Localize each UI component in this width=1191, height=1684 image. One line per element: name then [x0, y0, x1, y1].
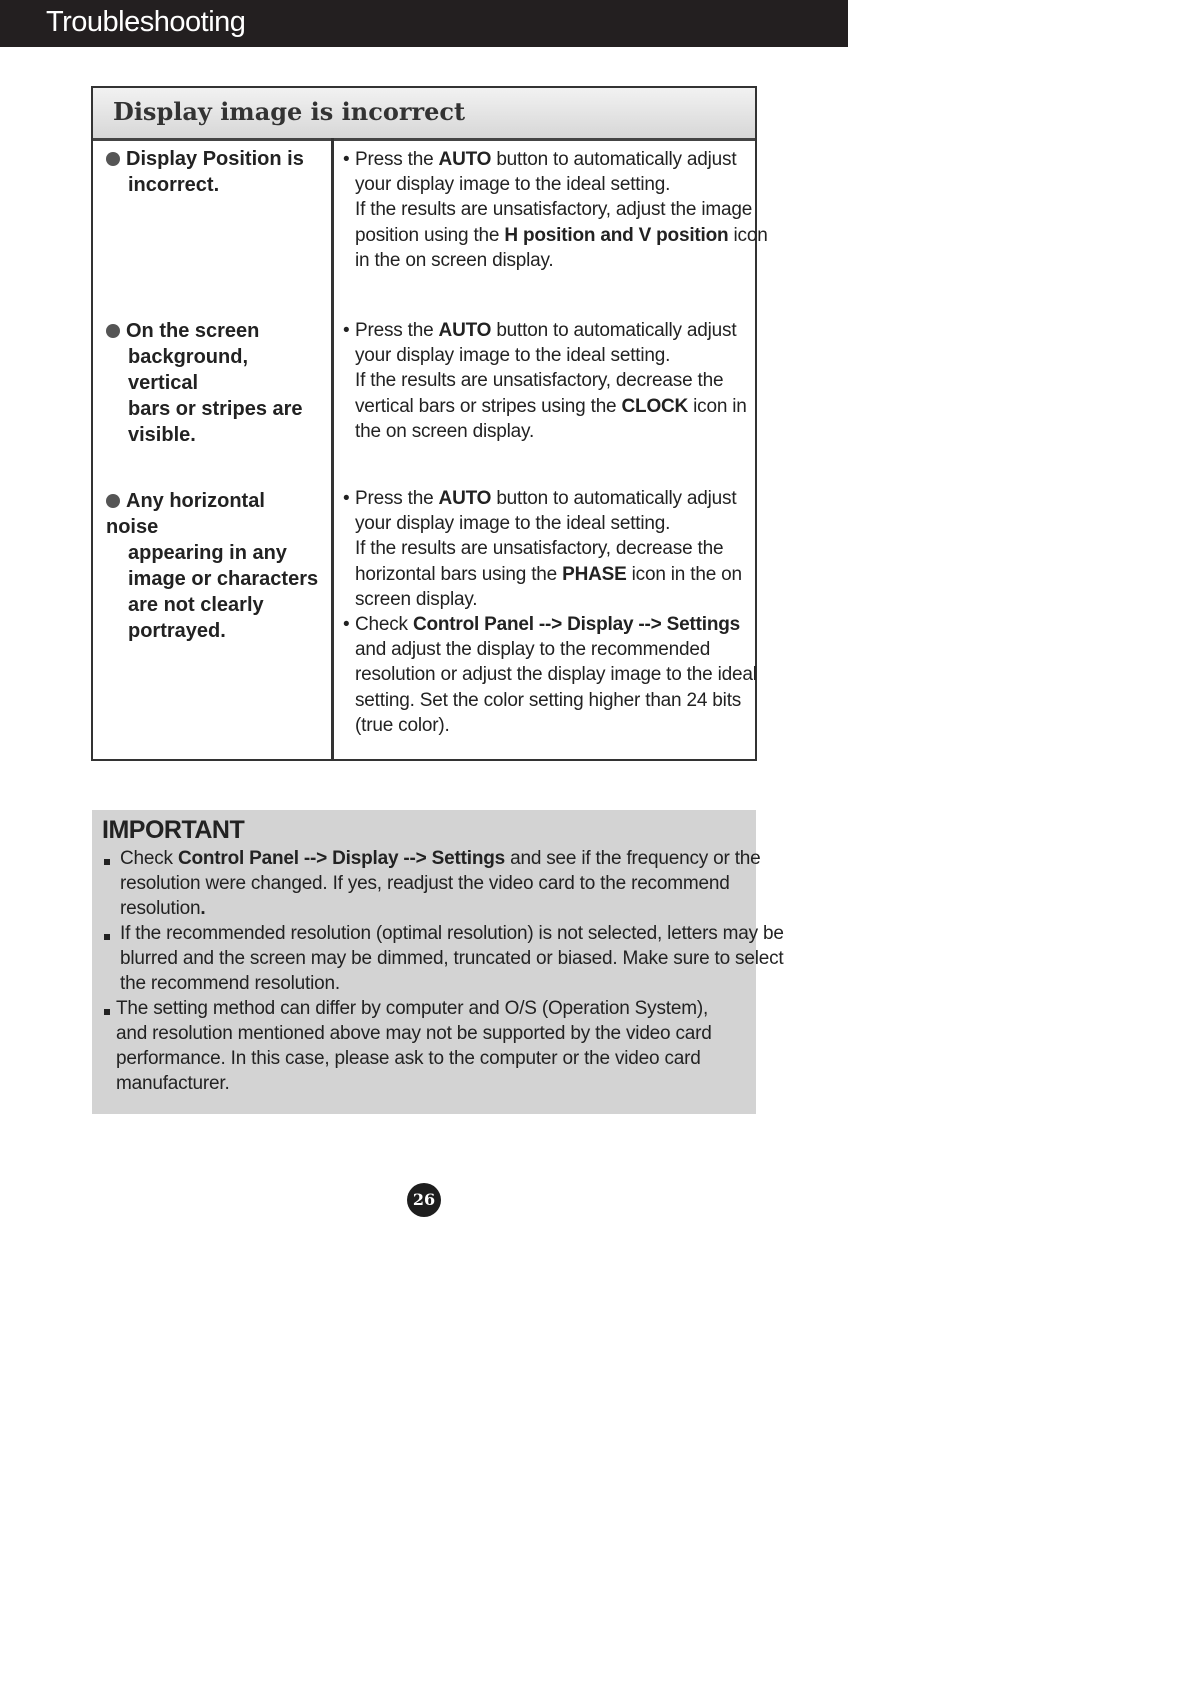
- bullet-circle-icon: [106, 324, 120, 338]
- bullet-dot-icon: •: [343, 320, 350, 341]
- important-line: If the recommended resolution (optimal resolution) is not selected, letters may be: [120, 923, 784, 944]
- list-item: [102, 846, 761, 921]
- solution-line: If the results are unsatisfactory, decrease the: [355, 538, 724, 560]
- solution-line: vertical bars or stripes using the CLOCK icon in: [355, 395, 747, 417]
- important-notice: [92, 810, 784, 1114]
- problem-line: Display Position is: [126, 148, 304, 170]
- important-list: [102, 846, 784, 1096]
- problem-line: bars or stripes are: [128, 398, 303, 420]
- problem-line: On the screen: [126, 320, 260, 342]
- header-bar: [0, 0, 848, 47]
- problem-line: are not clearly: [128, 594, 264, 616]
- solution-paragraph: [343, 486, 753, 612]
- bullet-dot-icon: •: [343, 488, 350, 509]
- troubleshooting-table: [91, 86, 768, 761]
- square-bullet-icon: [104, 1009, 110, 1015]
- problem-line: background, vertical: [128, 346, 249, 394]
- solution-line: your display image to the ideal setting.: [355, 345, 671, 367]
- list-item: [102, 921, 784, 996]
- problem-cell: [106, 488, 321, 644]
- solution-paragraph: [343, 318, 753, 444]
- important-line: blurred and the screen may be dimmed, truncated or biased. Make sure to select: [120, 948, 784, 969]
- solution-line: Press the AUTO button to automatically adjust: [355, 149, 737, 170]
- solution-cell: [343, 147, 768, 273]
- problem-line: appearing in any: [128, 542, 287, 564]
- solution-line: Press the AUTO button to automatically adjust: [355, 488, 737, 509]
- problem-line: image or characters: [128, 568, 319, 590]
- solution-line: horizontal bars using the PHASE icon in the on: [355, 563, 742, 585]
- solution-paragraph: [343, 612, 757, 738]
- bullet-circle-icon: [106, 494, 120, 508]
- solution-line: and adjust the display to the recommended: [355, 639, 711, 661]
- solution-line: in the on screen display.: [355, 249, 554, 271]
- problem-line: incorrect.: [128, 174, 220, 196]
- solution-line: If the results are unsatisfactory, adjust the image: [355, 199, 753, 221]
- important-line: The setting method can differ by computer and O/S (Operation System),: [116, 998, 709, 1019]
- solution-line: Check Control Panel --> Display --> Settings: [355, 614, 740, 636]
- problem-line: Any horizontal noise: [106, 490, 265, 538]
- important-line: performance. In this case, please ask to the computer or the video card: [116, 1048, 701, 1069]
- solution-line: resolution or adjust the display image to the ideal: [355, 664, 757, 686]
- problem-line: portrayed.: [128, 620, 226, 642]
- important-line: Check Control Panel --> Display --> Settings and see if the frequency or the: [120, 848, 761, 869]
- solution-paragraph: [343, 147, 768, 273]
- list-item: [102, 996, 750, 1096]
- bullet-dot-icon: •: [343, 149, 350, 170]
- column-divider: [331, 138, 334, 759]
- solution-cell: [343, 318, 753, 444]
- solution-line: (true color).: [355, 714, 450, 736]
- table-title: Display image is incorrect: [113, 97, 466, 126]
- page-title: Troubleshooting: [46, 6, 246, 38]
- solution-line: setting. Set the color setting higher than 24 bits: [355, 689, 742, 711]
- solution-line: If the results are unsatisfactory, decrease the: [355, 370, 724, 392]
- solution-line: screen display.: [355, 588, 478, 610]
- important-line: manufacturer.: [116, 1073, 230, 1094]
- solution-line: position using the H position and V position icon: [355, 224, 768, 246]
- square-bullet-icon: [104, 934, 110, 940]
- page-number: 26: [407, 1183, 441, 1217]
- square-bullet-icon: [104, 859, 110, 865]
- important-line: resolution were changed. If yes, readjust the video card to the recommend: [120, 873, 730, 894]
- solution-line: the on screen display.: [355, 420, 535, 442]
- important-title: IMPORTANT: [102, 816, 245, 844]
- problem-cell: [106, 146, 321, 198]
- bullet-dot-icon: •: [343, 614, 350, 636]
- solution-line: Press the AUTO button to automatically adjust: [355, 320, 737, 341]
- bullet-circle-icon: [106, 152, 120, 166]
- table-header: [93, 88, 755, 141]
- problem-line: visible.: [128, 424, 196, 446]
- important-line: the recommend resolution.: [120, 973, 340, 994]
- important-line: resolution.: [120, 898, 206, 919]
- problem-cell: [106, 318, 321, 448]
- solution-line: your display image to the ideal setting.: [355, 513, 671, 535]
- solution-line: your display image to the ideal setting.: [355, 174, 671, 196]
- solution-cell: [343, 486, 757, 738]
- important-line: and resolution mentioned above may not be supported by the video card: [116, 1023, 712, 1044]
